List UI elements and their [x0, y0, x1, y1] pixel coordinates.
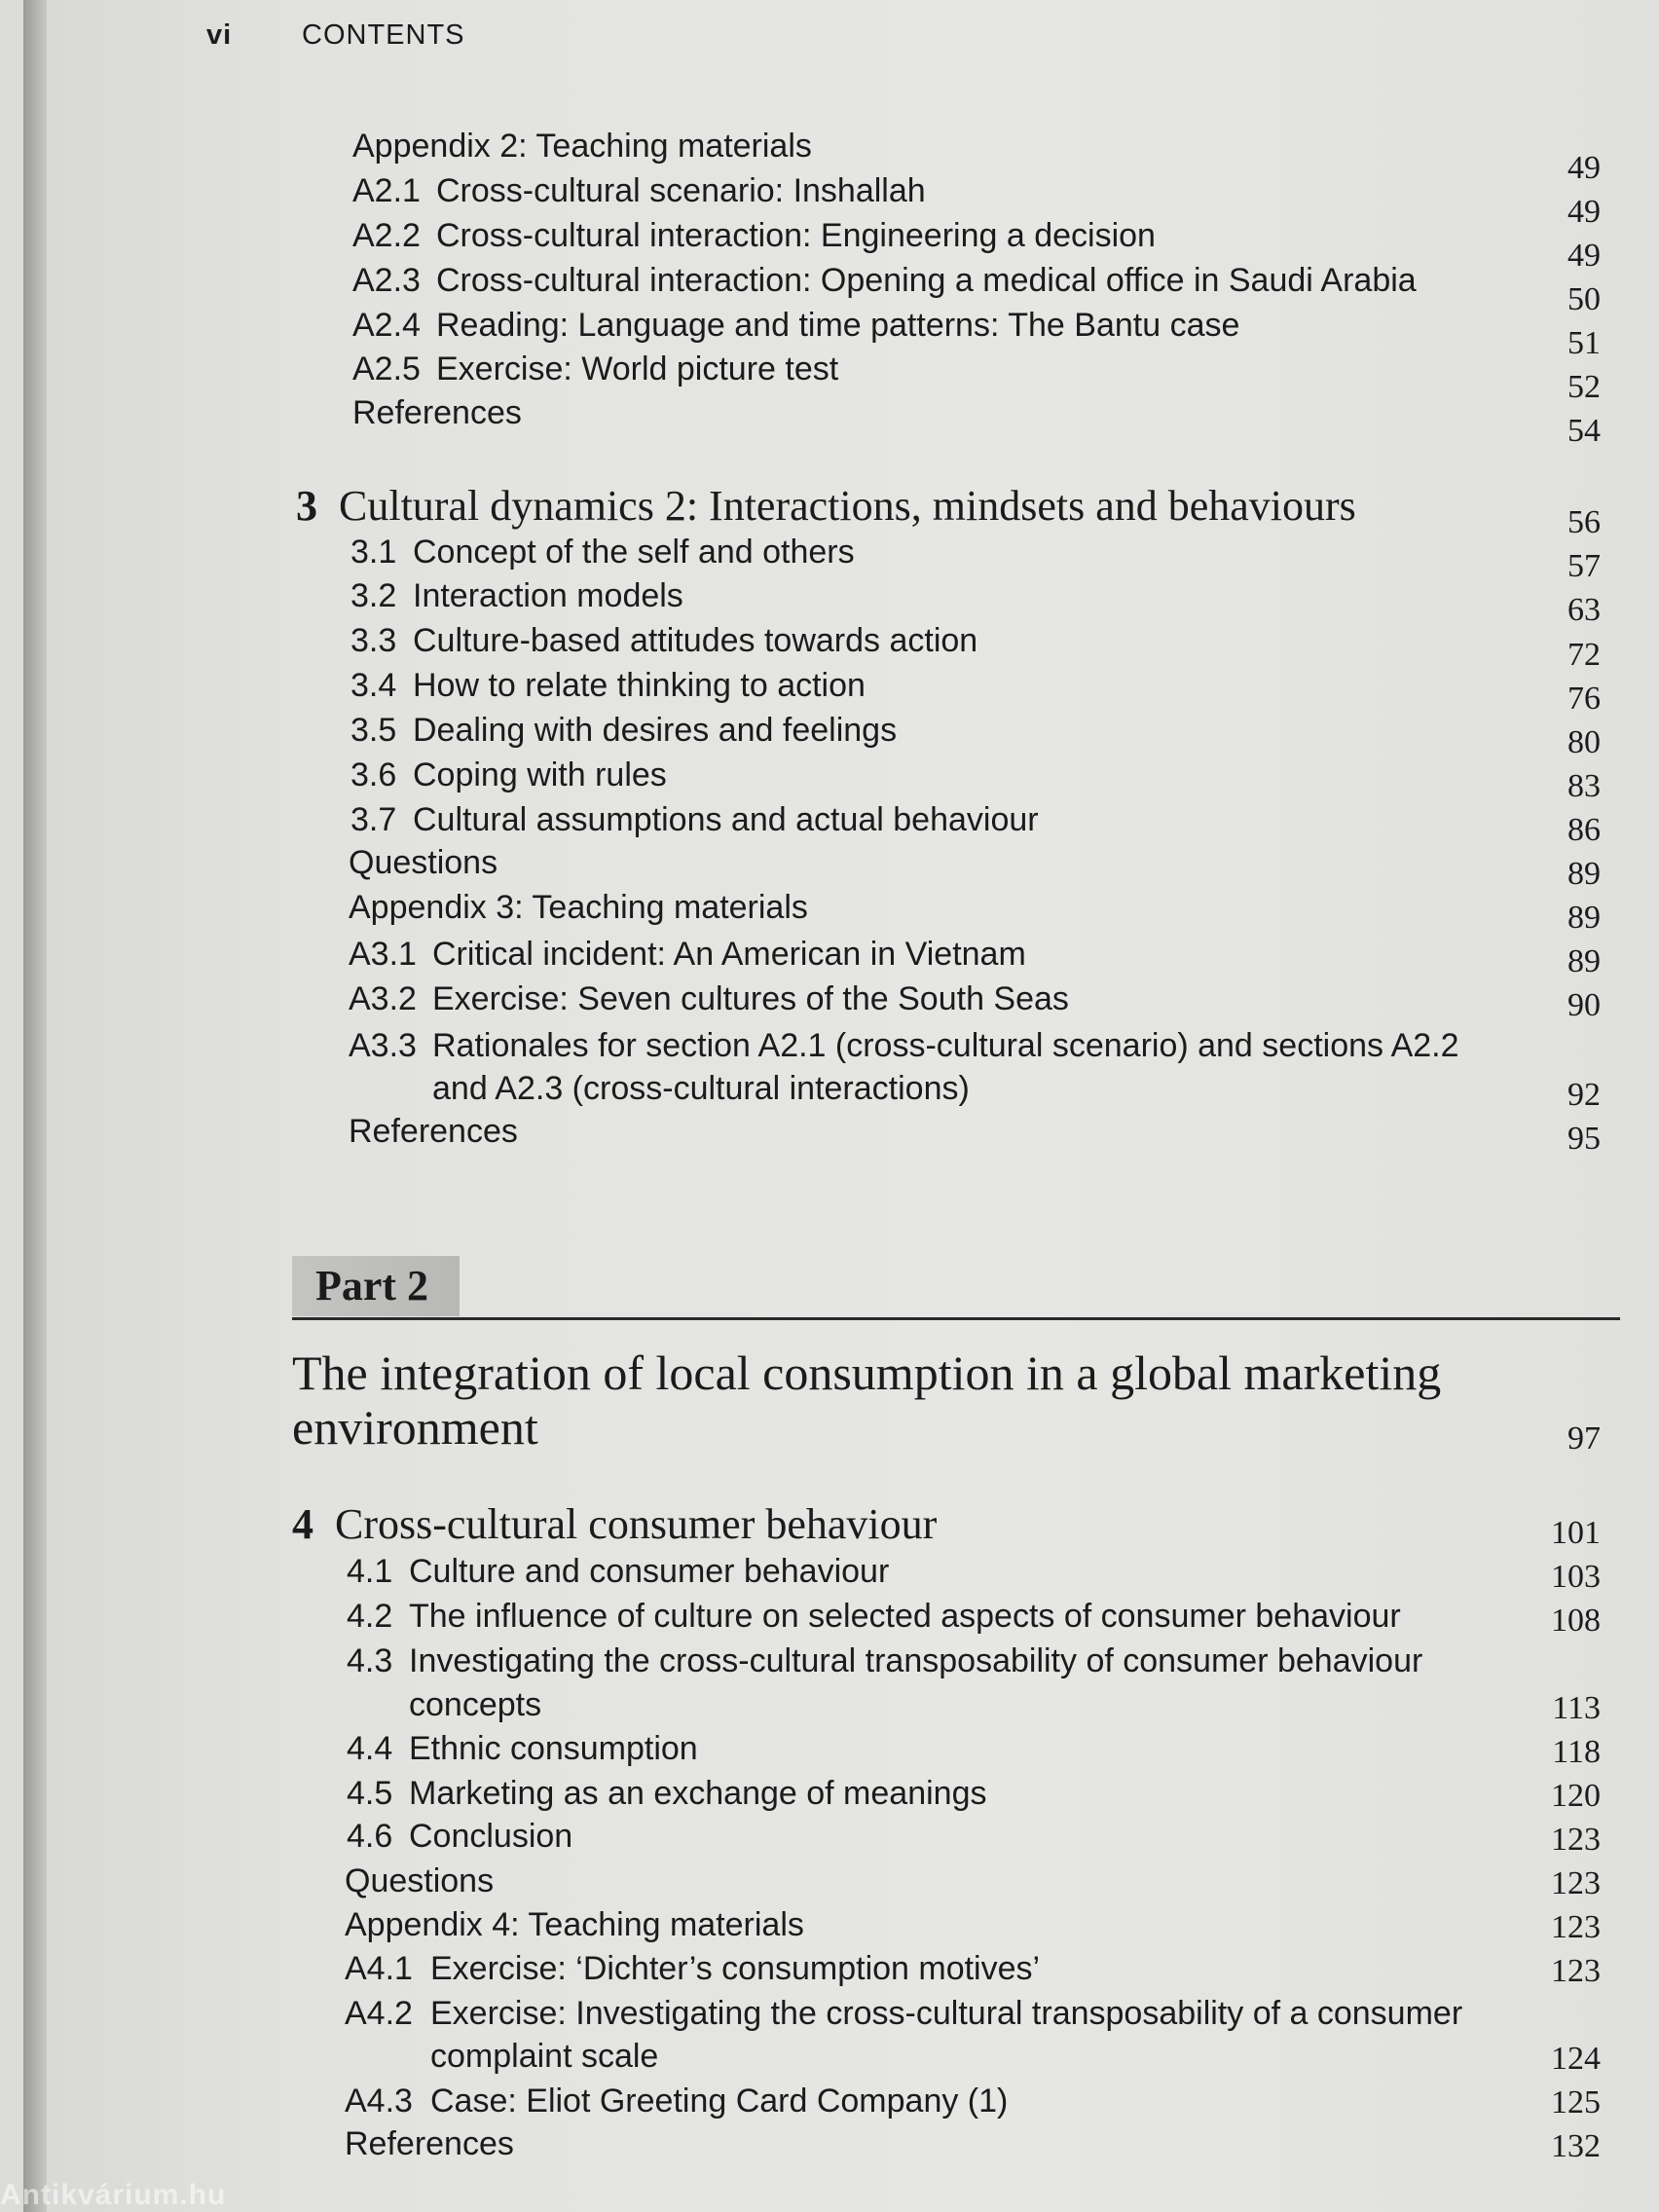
toc-entry-label: Culture and consumer behaviour — [409, 1553, 890, 1590]
toc-entry-number: A3.2 — [349, 980, 417, 1017]
toc-page-number: 49 — [1567, 238, 1601, 274]
toc-entry-number: 4.3 — [347, 1642, 393, 1679]
toc-entry-number: 4.2 — [347, 1598, 393, 1635]
toc-entry — [347, 1772, 986, 1816]
toc-entry-label: Critical incident: An American in Vietnam — [432, 936, 1026, 973]
toc-entry-number: A2.1 — [352, 172, 421, 209]
chapter-title: Cultural dynamics 2: Interactions, mindsets and behaviours — [339, 482, 1356, 530]
toc-page-number: 49 — [1567, 150, 1601, 186]
toc-entry — [347, 1640, 1422, 1683]
toc-entry-number: 3.7 — [350, 801, 397, 838]
chapter-number: 4 — [292, 1500, 313, 1548]
toc-entry-label: Case: Eliot Greeting Card Company (1) — [430, 2083, 1009, 2120]
toc-entry — [345, 1947, 1040, 1991]
toc-page-number: 63 — [1567, 592, 1601, 628]
toc-page-number: 108 — [1551, 1603, 1601, 1639]
toc-entry — [347, 1550, 889, 1594]
toc-page-number: 132 — [1551, 2128, 1601, 2164]
toc-entry-number: 3.3 — [350, 622, 397, 659]
toc-page-number: 92 — [1567, 1077, 1601, 1113]
toc-page-number: 125 — [1551, 2084, 1601, 2120]
part-label: Part 2 — [292, 1256, 460, 1316]
toc-entry-label: Culture-based attitudes towards action — [413, 622, 978, 659]
toc-page-number: 123 — [1551, 1822, 1601, 1858]
toc-entry-number: 4.5 — [347, 1775, 393, 1812]
toc-entry-number: A2.3 — [352, 262, 421, 299]
toc-page-number: 50 — [1567, 281, 1601, 317]
toc-page-number: 51 — [1567, 325, 1601, 361]
toc-entry-number: A4.3 — [345, 2083, 413, 2120]
toc-page-number: 103 — [1551, 1559, 1601, 1595]
toc-entry — [349, 977, 1069, 1021]
toc-appendix-heading: Appendix 2: Teaching materials — [352, 128, 812, 165]
toc-page-number: 49 — [1567, 194, 1601, 230]
toc-entry-label: Interaction models — [413, 577, 683, 614]
toc-entry-label: Concept of the self and others — [413, 534, 855, 571]
toc-page-number: 123 — [1551, 1865, 1601, 1901]
toc-entry-label: Exercise: Investigating the cross-cultural transposability of a consumer — [430, 1995, 1463, 2032]
toc-entry — [349, 933, 1026, 977]
toc-entry — [350, 754, 667, 797]
toc-entry-label: Exercise: World picture test — [436, 350, 839, 387]
watermark: Antikvárium.hu — [0, 2179, 227, 2211]
toc-page-number: 56 — [1567, 504, 1601, 540]
toc-entry — [350, 574, 683, 618]
toc-entry-label: How to relate thinking to action — [413, 667, 866, 704]
toc-entry-label: Cultural assumptions and actual behaviour — [413, 801, 1039, 838]
part-title: The integration of local consumption in a global marketing environment — [292, 1346, 1442, 1455]
toc-page-number: 90 — [1567, 987, 1601, 1023]
toc-references: References — [352, 394, 522, 431]
toc-entry-label: Rationales for section A2.1 (cross-cultural scenario) and sections A2.2 — [432, 1027, 1459, 1064]
toc-entry-label: Exercise: ‘Dichter’s consumption motives’ — [430, 1950, 1041, 1987]
toc-entry — [345, 1992, 1462, 2036]
toc-entry-number: 3.5 — [350, 712, 397, 749]
toc-entry — [347, 1815, 572, 1859]
toc-entry-number: 3.2 — [350, 577, 397, 614]
toc-page-number: 89 — [1567, 943, 1601, 979]
toc-entry-label: Investigating the cross-cultural transposability of consumer behaviour — [409, 1642, 1423, 1679]
toc-page-number: 101 — [1551, 1515, 1601, 1551]
toc-entry — [352, 214, 1156, 258]
toc-chapter-heading — [296, 479, 1356, 534]
toc-chapter-heading — [292, 1497, 937, 1552]
toc-page-number: 89 — [1567, 856, 1601, 892]
toc-entry — [350, 531, 855, 574]
toc-references: References — [349, 1113, 518, 1150]
toc-entry-number: A2.5 — [352, 350, 421, 387]
book-page — [23, 0, 1659, 2212]
toc-entry — [350, 619, 977, 663]
book-spine-shadow — [23, 0, 47, 2212]
toc-entry — [345, 2080, 1008, 2123]
toc-entry — [352, 169, 926, 213]
toc-page-number: 83 — [1567, 768, 1601, 804]
toc-page-number: 124 — [1551, 2041, 1601, 2077]
toc-entry-label: Exercise: Seven cultures of the South Seas — [432, 980, 1069, 1017]
toc-entry — [349, 1024, 1459, 1068]
toc-entry-number: 3.4 — [350, 667, 397, 704]
toc-entry-number: 4.4 — [347, 1730, 393, 1767]
toc-page-number: 57 — [1567, 548, 1601, 584]
toc-page-number: 97 — [1567, 1420, 1601, 1456]
toc-entry-number: A2.4 — [352, 307, 421, 344]
toc-entry — [352, 259, 1417, 303]
toc-entry — [352, 304, 1239, 348]
toc-entry-label: The influence of culture on selected aspects of consumer behaviour — [409, 1598, 1401, 1635]
toc-entry-number: 3.1 — [350, 534, 397, 571]
toc-entry — [350, 664, 866, 708]
toc-entry-number: A3.3 — [349, 1027, 417, 1064]
toc-page-number: 118 — [1552, 1734, 1601, 1770]
toc-entry-label: Cross-cultural scenario: Inshallah — [436, 172, 926, 209]
toc-entry-label: Cross-cultural interaction: Engineering a decision — [436, 217, 1156, 254]
toc-entry-continuation: concepts — [409, 1686, 542, 1723]
toc-entry-label: Marketing as an exchange of meanings — [409, 1775, 987, 1812]
toc-entry — [347, 1595, 1401, 1639]
page-number: vi — [206, 19, 233, 51]
toc-questions: Questions — [349, 844, 498, 881]
toc-appendix-heading: Appendix 4: Teaching materials — [345, 1906, 804, 1943]
toc-entry — [350, 709, 897, 753]
toc-entry-number: 4.1 — [347, 1553, 393, 1590]
chapter-title: Cross-cultural consumer behaviour — [335, 1500, 938, 1548]
toc-page-number: 86 — [1567, 812, 1601, 848]
toc-entry-label: Reading: Language and time patterns: The Bantu case — [436, 307, 1240, 344]
toc-entry-label: Conclusion — [409, 1818, 573, 1855]
toc-entry-number: 4.6 — [347, 1818, 393, 1855]
toc-page-number: 123 — [1551, 1909, 1601, 1945]
part-divider — [292, 1317, 1620, 1320]
toc-page-number: 95 — [1567, 1121, 1601, 1157]
toc-entry-continuation: and A2.3 (cross-cultural interactions) — [432, 1070, 970, 1107]
toc-page-number: 54 — [1567, 413, 1601, 449]
toc-page-number: 80 — [1567, 724, 1601, 760]
toc-entry-number: A4.2 — [345, 1995, 413, 2032]
toc-page-number: 89 — [1567, 900, 1601, 936]
toc-page-number: 123 — [1551, 1953, 1601, 1989]
toc-entry — [352, 348, 838, 391]
toc-page-number: 52 — [1567, 369, 1601, 405]
toc-questions: Questions — [345, 1862, 495, 1899]
toc-entry-label: Ethnic consumption — [409, 1730, 698, 1767]
toc-page-number: 76 — [1567, 681, 1601, 717]
toc-entry-label: Dealing with desires and feelings — [413, 712, 898, 749]
running-header: CONTENTS — [302, 19, 465, 51]
toc-references: References — [345, 2125, 514, 2162]
toc-entry-continuation: complaint scale — [430, 2038, 659, 2075]
toc-entry-number: A3.1 — [349, 936, 417, 973]
toc-entry-label: Cross-cultural interaction: Opening a medical office in Saudi Arabia — [436, 262, 1417, 299]
toc-entry-label: Coping with rules — [413, 756, 667, 793]
toc-entry-number: 3.6 — [350, 756, 397, 793]
toc-entry-number: A2.2 — [352, 217, 421, 254]
toc-entry — [347, 1727, 698, 1771]
toc-entry-number: A4.1 — [345, 1950, 413, 1987]
toc-page-number: 120 — [1551, 1778, 1601, 1814]
toc-appendix-heading: Appendix 3: Teaching materials — [349, 889, 808, 926]
toc-page-number: 113 — [1552, 1690, 1601, 1726]
chapter-number: 3 — [296, 482, 317, 530]
toc-page-number: 72 — [1567, 637, 1601, 673]
toc-entry — [350, 798, 1039, 842]
